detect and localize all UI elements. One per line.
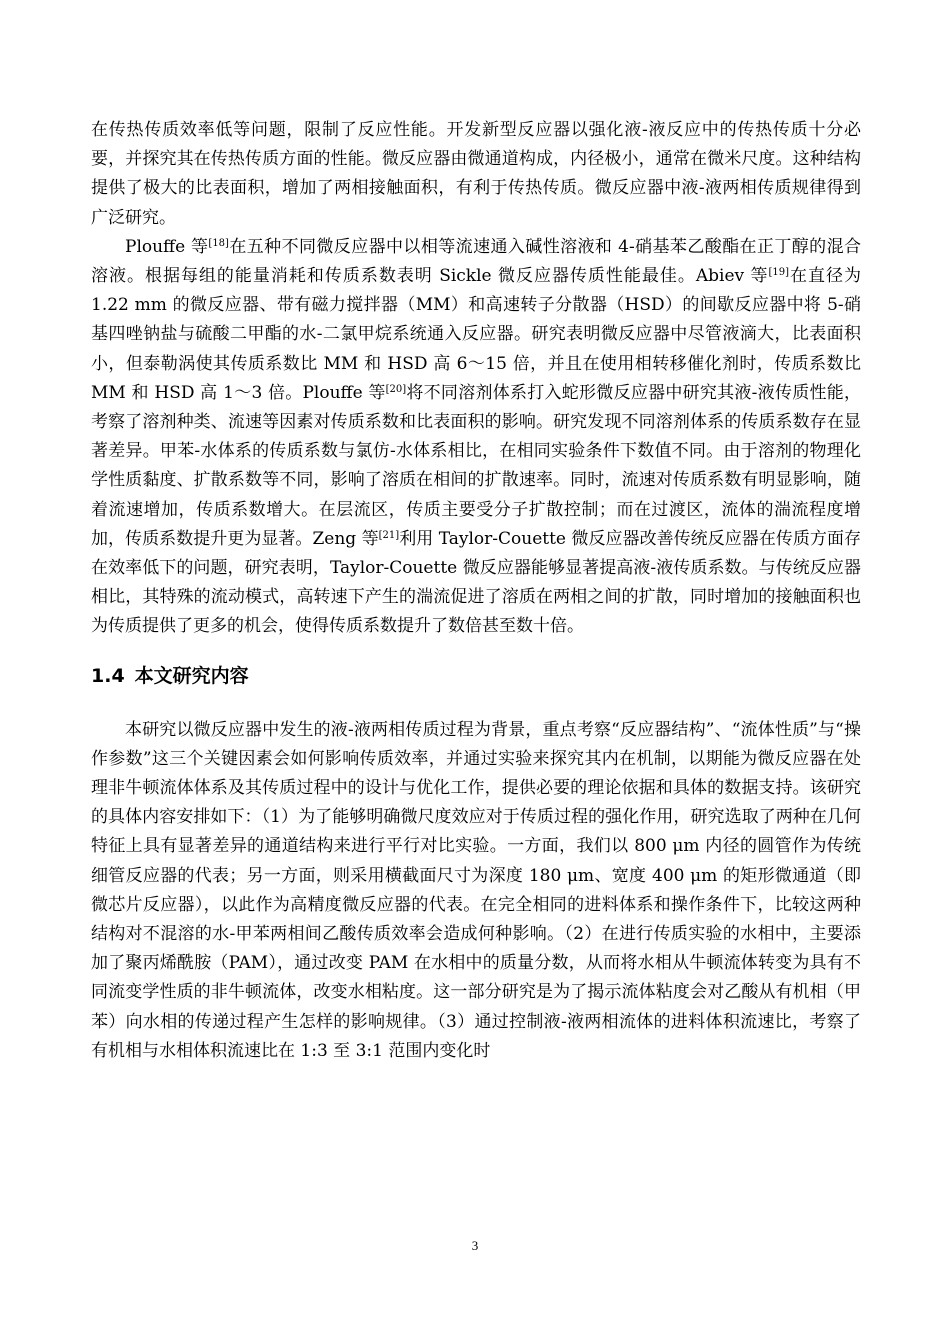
citation-19: [19] — [768, 267, 790, 279]
section-number: 1.4 — [91, 664, 125, 687]
text-run: Plouffe 等 — [125, 236, 209, 257]
citation-21: [21] — [378, 529, 400, 541]
section-heading — [91, 642, 861, 708]
text-run: 在五种不同微反应器中以相等流速通入碱性溶液和 4-硝基苯乙酸酯在正丁醇的混合溶液。根据每组的能量消耗和传质系数表明 Sickle 微反应器传质性能最佳。Abiev 等 — [91, 236, 861, 287]
text-run: 利用 Taylor-Couette 微反应器改善传统反应器在传质方面存在效率低下的问题，研究表明，Taylor-Couette 微反应器能够显著提高液-液传质系数。与传统反应器相比，其特殊的流动模式，高转速下产生的湍流促进了溶质在两相之间的扩散，同时增加的接触面积也为传质提供了更多的机会，使得传质系数提升了数倍甚至数十倍。 — [91, 528, 861, 637]
text-run: 将不同溶剂体系打入蛇形微反应器中研究其液-液传质性能，考察了溶剂种类、流速等因素对传质系数和比表面积的影响。研究发现不同溶剂体系的传质系数存在显著差异。甲苯-水体系的传质系数与氯仿-水体系相比，在相同实验条件下数值不同。由于溶剂的物理化学性质黏度、扩散系数等不同，影响了溶质在相间的扩散速率。同时，流速对传质系数有明显影响，随着流速增加，传质系数增大。在层流区，传质主要受分子扩散控制；而在过渡区，流体的湍流程度增加，传质系数提升更为显著。Zeng 等 — [91, 382, 862, 549]
text-run: 在直径为 1.22 mm 的微反应器、带有磁力搅拌器（MM）和高速转子分散器（HSD）的间歇反应器中将 5-硝基四唑钠盐与硫酸二甲酯的水-二氯甲烷系统通入反应器。研究表明微反应器中尽管液滴大，比表面积小，但泰勒涡使其传质系数比 MM 和 HSD 高 6～15 倍，并且在使用相转移催化剂时，传质系数比 MM 和 HSD 高 1～3 倍。Plouffe 等 — [91, 266, 862, 403]
paragraph-literature-review — [91, 233, 861, 642]
citation-20: [20] — [385, 383, 407, 395]
citation-18: [18] — [208, 237, 229, 249]
page-number: 3 — [471, 1238, 479, 1253]
section-title: 本文研究内容 — [134, 664, 249, 687]
paragraph-intro: 在传热传质效率低等问题，限制了反应性能。开发新型反应器以强化液-液反应中的传热传质十分必要，并探究其在传热传质方面的性能。微反应器由微通道构成，内径极小，通常在微米尺度。这种结构提供了极大的比表面积，增加了两相接触面积，有利于传热传质。微反应器中液-液两相传质规律得到广泛研究。 — [91, 120, 861, 228]
paragraph-research-content: 本研究以微反应器中发生的液-液两相传质过程为背景，重点考察“反应器结构”、“流体性质”与“操作参数”这三个关键因素会如何影响传质效率，并通过实验来探究其内在机制，以期能为微反应器在处理非牛顿流体体系及其传质过程中的设计与优化工作，提供必要的理论依据和具体的数据支持。该研究的具体内容安排如下：（1）为了能够明确微尺度效应对于传质过程的强化作用，研究选取了两种在几何特征上具有显著差异的通道结构来进行平行对比实验。一方面，我们以 800 μm 内径的圆管作为传统细管反应器的代表；另一方面，则采用横截面尺寸为深度 180 μm、宽度 400 μm 的矩形微通道（即微芯片反应器），以此作为高精度微反应器的代表。在完全相同的进料体系和操作条件下，比较这两种结构对不混溶的水-甲苯两相间乙酸传质效率会造成何种影响。（2）在进行传质实验的水相中，主要添加了聚丙烯酰胺（PAM），通过改变 PAM 在水相中的质量分数，从而将水相从牛顿流体转变为具有不同流变学性质的非牛顿流体，改变水相粘度。这一部分研究是为了揭示流体粘度会对乙酸从有机相（甲苯）向水相的传递过程产生怎样的影响规律。（3）通过控制液-液两相流体的进料体积流速比，考察了有机相与水相体积流速比在 1:3 至 3:1 范围内变化时 — [91, 719, 861, 1061]
page-body — [91, 116, 861, 1066]
